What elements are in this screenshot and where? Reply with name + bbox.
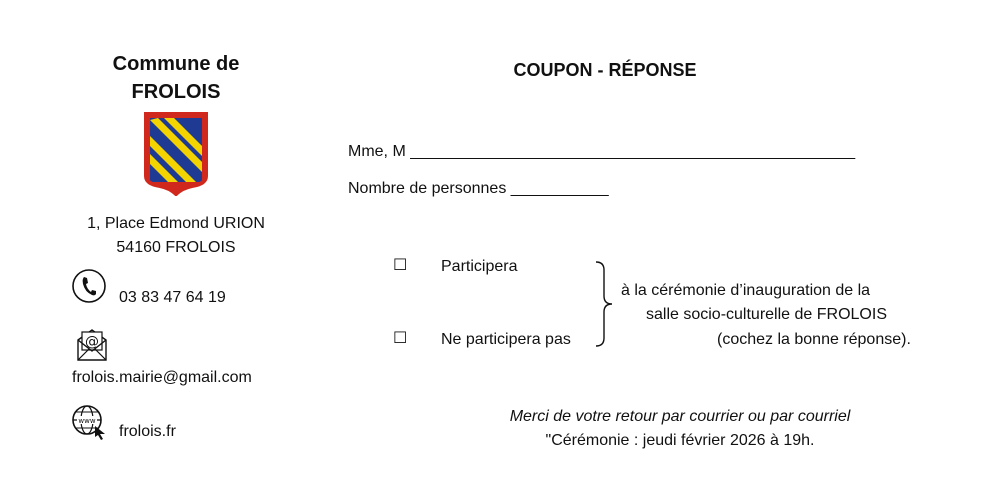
phone-icon — [71, 268, 107, 304]
name-field-row — [348, 143, 855, 161]
email-address[interactable]: frolois.mairie@gmail.com — [72, 369, 252, 386]
name-label: Mme, M — [348, 143, 406, 160]
name-blank[interactable]: __________________________________________________ — [410, 143, 856, 160]
participera-label: Participera — [441, 258, 518, 275]
right-brace — [594, 260, 618, 348]
footer-ceremony-date: "Cérémonie : jeudi février 2026 à 19h. — [545, 432, 815, 449]
ne-participera-pas-checkbox[interactable]: ☐ — [393, 330, 408, 347]
www-globe-icon — [71, 404, 107, 440]
address — [0, 212, 352, 260]
address-line-2: 54160 FROLOIS — [116, 239, 236, 256]
participera-checkbox[interactable]: ☐ — [393, 257, 408, 274]
footer-thanks: Merci de votre retour par courrier ou par courriel — [509, 408, 851, 425]
persons-field-row — [348, 180, 609, 198]
address-line-1: 1, Place Edmond URION — [87, 215, 265, 232]
coat-of-arms — [142, 110, 210, 196]
persons-label: Nombre de personnes — [348, 180, 507, 197]
email-icon — [74, 326, 110, 362]
statement-line-2: salle socio-culturelle de FROLOIS — [646, 306, 887, 323]
phone-number[interactable]: 03 83 47 64 19 — [119, 289, 226, 306]
statement-line-1: à la cérémonie d’inauguration de la — [621, 282, 871, 299]
statement-note: (cochez la bonne réponse). — [717, 331, 911, 348]
commune-name — [0, 50, 352, 106]
persons-blank[interactable]: ___________ — [510, 180, 609, 197]
coupon-title: COUPON - RÉPONSE — [513, 60, 697, 80]
ne-participera-pas-label: Ne participera pas — [441, 331, 571, 348]
website[interactable]: frolois.fr — [119, 423, 176, 440]
commune-line-2: FROLOIS — [131, 81, 221, 103]
svg-text:www: www — [78, 417, 96, 425]
svg-text:@: @ — [85, 334, 99, 350]
commune-line-1: Commune de — [112, 53, 240, 75]
